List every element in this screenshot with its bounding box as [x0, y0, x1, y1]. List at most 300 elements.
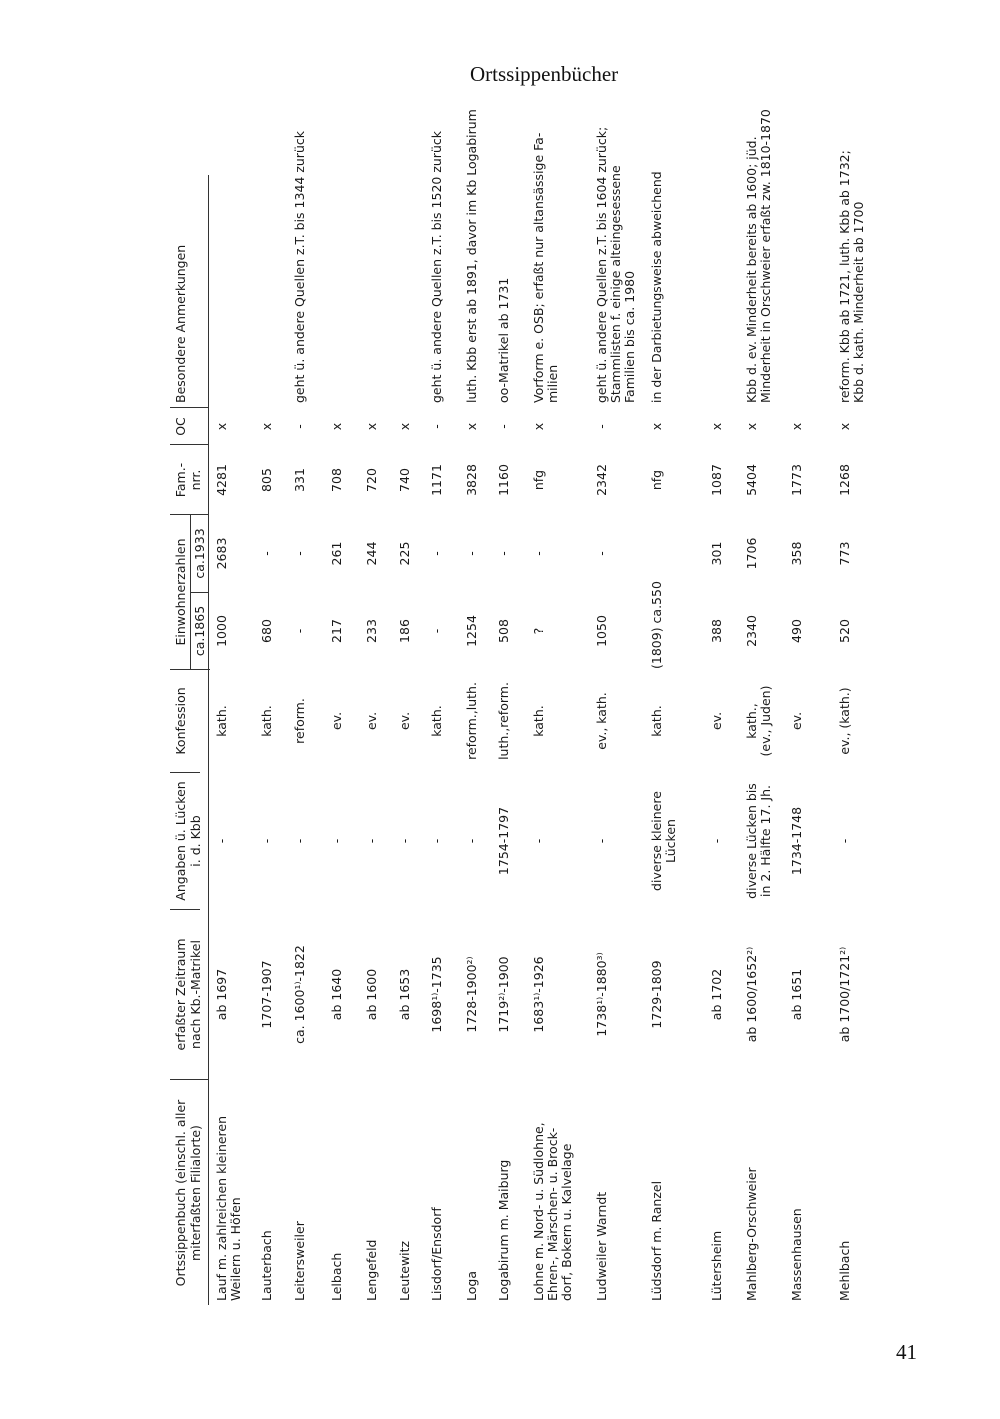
cell-ort: [398, 1081, 412, 1301]
cell-ort: [710, 1081, 724, 1301]
cell-zeitraum: [293, 912, 307, 1077]
cell-anm: [837, 150, 866, 403]
cell-oc: [398, 409, 412, 444]
cell-line: x: [214, 422, 229, 431]
cell-ort: [260, 1081, 274, 1301]
cell-oc: [497, 409, 511, 444]
cell-luecken: [497, 775, 511, 907]
cell-line: -: [531, 838, 546, 844]
cell-e1865: [398, 593, 412, 669]
cell-line: 1160: [496, 464, 511, 496]
cell-line: ev., kath.: [594, 692, 609, 750]
cell-zeitraum: [745, 912, 759, 1077]
cell-line: 186: [397, 619, 412, 643]
cell-line: x: [744, 422, 759, 431]
cell-line: kath.: [429, 705, 444, 737]
cell-e1933: [532, 515, 546, 592]
header-fam-line1: Fam.-: [173, 462, 188, 498]
cell-line: 1773: [789, 464, 804, 496]
cell-line: 1706: [744, 537, 759, 570]
header-luecken-line1: Angaben ü. Lücken: [173, 781, 188, 901]
header-luecken: [173, 775, 203, 907]
header-ort: [173, 1083, 203, 1303]
cell-konfession: [745, 672, 773, 770]
header-luecken-line2: i. d. Kbb: [188, 815, 203, 867]
cell-luecken: [595, 775, 609, 907]
cell-line: 1050: [594, 615, 609, 647]
cell-line: geht ü. andere Quellen z.T. bis 1604 zurück;: [594, 126, 609, 403]
cell-anm: [497, 175, 511, 403]
cell-ort: [532, 1081, 574, 1301]
cell-line: ca. 1600¹⁾-1822: [292, 945, 307, 1044]
cell-line: x: [329, 422, 344, 431]
header-zeitraum-line1: erfaßter Zeitraum: [173, 938, 188, 1051]
cell-line: x: [649, 422, 664, 431]
cell-zeitraum: [330, 912, 344, 1077]
cell-line: 244: [364, 541, 379, 566]
cell-konfession: [365, 672, 379, 770]
cell-luecken: [215, 775, 229, 907]
cell-fam: [465, 447, 479, 513]
cell-line: -: [594, 551, 609, 556]
cell-line: ab 1600: [364, 968, 379, 1021]
cell-oc: [745, 409, 759, 444]
cell-line: 233: [364, 619, 379, 643]
cell-line: -: [259, 838, 274, 844]
cell-line: 805: [259, 468, 274, 492]
cell-line: ab 1702: [709, 968, 724, 1021]
cell-luecken: [330, 775, 344, 907]
cell-fam: [838, 447, 852, 513]
cell-e1933: [790, 515, 804, 592]
cell-luecken: [745, 775, 773, 907]
header-rule: [208, 175, 209, 1305]
cell-ort: [838, 1081, 852, 1301]
cell-line: diverse kleinere: [649, 791, 664, 891]
cell-line: 1738¹⁾-1880³⁾: [594, 952, 609, 1037]
cell-line: -: [364, 838, 379, 844]
cell-anm: [292, 131, 307, 403]
cell-line: Lütersheim: [709, 1230, 724, 1301]
cell-line: 1734-1748: [789, 806, 804, 876]
cell-line: Leitersweiler: [292, 1221, 307, 1301]
cell-line: 1707-1907: [259, 960, 274, 1029]
cell-line: 680: [259, 619, 274, 643]
cell-line: 1698¹⁾-1735: [429, 956, 444, 1033]
cell-line: 1268: [837, 464, 852, 496]
cell-konfession: [595, 672, 609, 770]
header-fam-line2: nrr.: [188, 469, 203, 491]
cell-zeitraum: [398, 912, 412, 1077]
cell-line: Familien bis ca. 1980: [622, 270, 637, 403]
cell-line: ev.: [709, 711, 724, 731]
cell-oc: [650, 409, 664, 444]
cell-line: Lisdorf/Ensdorf: [429, 1207, 444, 1301]
cell-line: oo-Matrikel ab 1731: [496, 277, 511, 403]
cell-line: 4281: [214, 464, 229, 496]
header-ort-line2: miterfaßten Filialorte): [188, 1125, 203, 1261]
cell-konfession: [293, 672, 307, 770]
cell-luecken: [650, 775, 678, 907]
cell-line: x: [789, 422, 804, 431]
cell-line: ev.: [364, 711, 379, 731]
cell-luecken: [365, 775, 379, 907]
header-zeitraum: [173, 912, 203, 1077]
cell-line: x: [464, 422, 479, 431]
cell-e1865: [532, 593, 546, 669]
cell-e1933: [215, 515, 229, 592]
header-konfession: Konfession: [173, 687, 188, 755]
cell-oc: [215, 409, 229, 444]
cell-line: x: [837, 422, 852, 431]
cell-e1865: [465, 593, 479, 669]
cell-line: geht ü. andere Quellen z.T. bis 1520 zurück: [429, 131, 444, 403]
cell-fam: [398, 447, 412, 513]
cell-line: Massenhausen: [789, 1208, 804, 1301]
cell-line: Ludweiler Warndt: [594, 1191, 609, 1301]
einwohner-subrule: [190, 515, 191, 670]
cell-line: luth. Kbb erst ab 1891, davor im Kb Logabirum: [464, 109, 479, 403]
cell-line: -: [329, 838, 344, 844]
cell-e1933: [430, 515, 444, 592]
cell-e1865: [260, 593, 274, 669]
cell-e1865: [649, 581, 664, 669]
cell-e1933: [365, 515, 379, 592]
cell-line: Logabirum m. Maiburg: [496, 1159, 511, 1301]
cell-line: -: [496, 424, 511, 429]
cell-fam: [260, 447, 274, 513]
cell-line: kath.,: [744, 703, 759, 739]
cell-line: -: [464, 838, 479, 844]
cell-line: Mehlbach: [837, 1240, 852, 1301]
cell-line: -: [429, 838, 444, 844]
column-divider: [170, 909, 200, 910]
cell-line: dorf, Bokern u. Kalvelage: [559, 1143, 574, 1301]
cell-line: Lücken: [663, 819, 678, 863]
cell-line: 1254: [464, 615, 479, 647]
cell-e1933: [330, 515, 344, 592]
cell-e1933: [398, 515, 412, 592]
cell-line: -: [292, 424, 307, 429]
cell-line: 1171: [429, 464, 444, 496]
cell-line: Kbb d. kath. Minderheit ab 1700: [851, 201, 866, 403]
cell-line: -: [531, 551, 546, 556]
cell-oc: [430, 409, 444, 444]
cell-line: 490: [789, 619, 804, 643]
cell-line: luth.,reform.: [496, 682, 511, 760]
cell-oc: [293, 409, 307, 444]
cell-oc: [532, 409, 546, 444]
cell-line: ev.: [329, 711, 344, 731]
cell-line: Lohne m. Nord- u. Südlohne,: [531, 1122, 546, 1301]
cell-line: 1728-1900²⁾: [464, 956, 479, 1033]
cell-anm: [531, 132, 560, 403]
cell-konfession: [398, 672, 412, 770]
cell-line: 708: [329, 468, 344, 492]
cell-line: -: [594, 838, 609, 844]
cell-line: x: [531, 422, 546, 431]
cell-oc: [330, 409, 344, 444]
cell-anm: [744, 109, 773, 403]
cell-konfession: [465, 672, 479, 770]
cell-line: (ev., Juden): [758, 685, 773, 757]
cell-e1865: [595, 593, 609, 669]
cell-ort: [790, 1081, 804, 1301]
cell-fam: [532, 447, 546, 513]
cell-line: Leutewitz: [397, 1240, 412, 1301]
cell-line: Stammlisten f. einige alteingesessene: [608, 165, 623, 403]
cell-line: 225: [397, 541, 412, 566]
cell-line: -: [496, 551, 511, 556]
cell-line: 1729-1809: [649, 960, 664, 1029]
cell-line: Lengefeld: [364, 1239, 379, 1301]
cell-zeitraum: [650, 912, 664, 1077]
cell-ort: [650, 1081, 664, 1301]
cell-line: 740: [397, 468, 412, 492]
cell-line: 5404: [744, 464, 759, 496]
cell-oc: [465, 409, 479, 444]
cell-luecken: [532, 775, 546, 907]
cell-ort: [293, 1081, 307, 1301]
header-einwohner: Einwohnerzahlen: [173, 538, 188, 646]
cell-luecken: [293, 775, 307, 907]
cell-e1865: [330, 593, 344, 669]
cell-zeitraum: [838, 912, 852, 1077]
cell-e1865: [745, 593, 759, 669]
cell-line: ab 1651: [789, 968, 804, 1021]
header-ca1865: ca.1865: [192, 605, 207, 657]
cell-line: Kbb d. ev. Minderheit bereits ab 1600; jüd.: [744, 136, 759, 403]
cell-line: reform.: [292, 698, 307, 744]
cell-luecken: [710, 775, 724, 907]
cell-line: -: [397, 838, 412, 844]
cell-fam: [710, 447, 724, 513]
cell-fam: [293, 447, 307, 513]
cell-line: ab 1700/1721²⁾: [837, 946, 852, 1043]
cell-line: (1809) ca.550: [649, 581, 664, 669]
cell-e1865: [215, 593, 229, 669]
cell-line: Ehren-, Märschen- u. Brock-: [545, 1127, 560, 1301]
cell-konfession: [838, 672, 852, 770]
cell-line: nfg: [649, 469, 664, 491]
cell-line: -: [429, 551, 444, 556]
cell-line: in der Darbietungsweise abweichend: [649, 171, 664, 403]
cell-ort: [465, 1081, 479, 1301]
cell-line: -: [709, 838, 724, 844]
cell-line: -: [292, 628, 307, 634]
cell-line: -: [292, 551, 307, 556]
cell-ort: [745, 1081, 759, 1301]
cell-line: 217: [329, 619, 344, 643]
cell-luecken: [430, 775, 444, 907]
cell-line: -: [837, 838, 852, 844]
cell-luecken: [398, 775, 412, 907]
cell-line: nfg: [531, 469, 546, 491]
header-ort-line1: Ortssippenbuch (einschl. aller: [173, 1099, 188, 1287]
cell-zeitraum: [430, 912, 444, 1077]
cell-luecken: [260, 775, 274, 907]
cell-oc: [838, 409, 852, 444]
cell-zeitraum: [710, 912, 724, 1077]
cell-ort: [330, 1081, 344, 1301]
cell-anm: [594, 126, 637, 403]
cell-oc: [260, 409, 274, 444]
cell-line: ?: [531, 627, 546, 635]
cell-zeitraum: [790, 912, 804, 1077]
cell-line: 1683¹⁾-1926: [531, 956, 546, 1033]
column-divider: [170, 1079, 208, 1080]
cell-oc: [365, 409, 379, 444]
cell-line: -: [464, 551, 479, 556]
cell-line: ev., (kath.): [837, 687, 852, 755]
cell-e1865: [293, 593, 307, 669]
cell-line: x: [709, 422, 724, 431]
cell-fam: [497, 447, 511, 513]
cell-line: 520: [837, 619, 852, 643]
column-divider: [170, 444, 208, 445]
cell-e1865: [790, 593, 804, 669]
cell-anm: [464, 109, 479, 403]
cell-line: reform. Kbb ab 1721, luth. Kbb ab 1732;: [837, 150, 852, 403]
cell-ort: [365, 1081, 379, 1301]
cell-line: 1000: [214, 615, 229, 647]
cell-e1865: [710, 593, 724, 669]
cell-line: reform.,luth.: [464, 682, 479, 760]
cell-line: Minderheit in Orschweier erfaßt zw. 1810-1870: [758, 109, 773, 403]
cell-line: geht ü. andere Quellen z.T. bis 1344 zurück: [292, 131, 307, 403]
cell-e1865: [430, 593, 444, 669]
cell-line: kath.: [531, 705, 546, 737]
cell-e1933: [260, 515, 274, 592]
cell-konfession: [330, 672, 344, 770]
header-zeitraum-line2: nach Kb.-Matrikel: [188, 940, 203, 1049]
cell-e1933: [497, 515, 511, 592]
cell-line: Lauf m. zahlreichen kleineren: [214, 1115, 229, 1301]
cell-konfession: [430, 672, 444, 770]
cell-e1933: [293, 515, 307, 592]
column-divider: [170, 772, 200, 773]
cell-line: kath.: [259, 705, 274, 737]
cell-line: 2683: [214, 537, 229, 570]
cell-line: Lüdsdorf m. Ranzel: [649, 1180, 664, 1301]
cell-oc: [595, 409, 609, 444]
header-fam: [173, 447, 203, 513]
cell-e1865: [838, 593, 852, 669]
header-ca1933: ca.1933: [192, 528, 207, 579]
cell-line: ab 1600/1652²⁾: [744, 946, 759, 1043]
cell-line: diverse Lücken bis: [744, 783, 759, 899]
cell-line: 331: [292, 468, 307, 492]
cell-line: 358: [789, 541, 804, 566]
cell-line: 3828: [464, 464, 479, 496]
cell-luecken: [838, 775, 852, 907]
cell-line: Mahlberg-Orschweier: [744, 1167, 759, 1301]
cell-konfession: [710, 672, 724, 770]
cell-oc: [790, 409, 804, 444]
cell-line: -: [429, 628, 444, 634]
cell-ort: [430, 1081, 444, 1301]
cell-konfession: [650, 672, 664, 770]
cell-fam: [745, 447, 759, 513]
cell-line: 388: [709, 619, 724, 643]
cell-line: 1719²⁾-1900: [496, 956, 511, 1033]
cell-fam: [330, 447, 344, 513]
cell-line: x: [259, 422, 274, 431]
cell-e1933: [465, 515, 479, 592]
cell-ort: [595, 1081, 609, 1301]
cell-line: ab 1653: [397, 968, 412, 1021]
cell-e1865: [365, 593, 379, 669]
cell-line: milien: [545, 364, 560, 403]
cell-zeitraum: [532, 912, 546, 1077]
cell-fam: [650, 447, 664, 513]
cell-konfession: [215, 672, 229, 770]
cell-line: 1087: [709, 464, 724, 496]
rotated-table: [170, 109, 910, 1305]
cell-line: -: [429, 424, 444, 429]
cell-ort: [215, 1081, 243, 1301]
cell-fam: [430, 447, 444, 513]
cell-konfession: [260, 672, 274, 770]
cell-zeitraum: [497, 912, 511, 1077]
cell-line: 2340: [744, 615, 759, 647]
column-divider: [170, 407, 208, 408]
cell-line: 2342: [594, 464, 609, 496]
cell-line: Lauterbach: [259, 1230, 274, 1301]
cell-line: -: [214, 838, 229, 844]
cell-konfession: [532, 672, 546, 770]
cell-line: Lelbach: [329, 1252, 344, 1301]
cell-fam: [595, 447, 609, 513]
page-number: 41: [896, 1340, 917, 1364]
cell-line: -: [292, 838, 307, 844]
cell-line: x: [397, 422, 412, 431]
cell-line: x: [364, 422, 379, 431]
cell-e1933: [710, 515, 724, 592]
cell-line: in 2. Hälfte 17. Jh.: [758, 785, 773, 897]
cell-zeitraum: [465, 912, 479, 1077]
cell-zeitraum: [365, 912, 379, 1077]
cell-oc: [710, 409, 724, 444]
cell-zeitraum: [215, 912, 229, 1077]
cell-fam: [365, 447, 379, 513]
cell-anm: [649, 171, 664, 403]
cell-e1933: [595, 515, 609, 592]
cell-line: kath.: [649, 705, 664, 737]
cell-line: 1754-1797: [496, 806, 511, 876]
cell-line: 773: [837, 541, 852, 566]
cell-ort: [497, 1081, 511, 1301]
header-oc: OC: [173, 417, 188, 436]
cell-line: Vorform e. OSB; erfaßt nur altansässige Fa-: [531, 132, 546, 403]
cell-line: Loga: [464, 1271, 479, 1301]
cell-line: 508: [496, 619, 511, 643]
cell-line: 301: [709, 541, 724, 566]
cell-e1865: [497, 593, 511, 669]
cell-e1933: [745, 515, 759, 592]
cell-line: ab 1640: [329, 968, 344, 1021]
cell-zeitraum: [595, 912, 609, 1077]
cell-line: Weilern u. Höfen: [228, 1197, 243, 1301]
header-anmerkungen: Besondere Anmerkungen: [173, 244, 188, 403]
cell-anm: [429, 131, 444, 403]
cell-konfession: [497, 672, 511, 770]
cell-fam: [790, 447, 804, 513]
cell-line: 720: [364, 468, 379, 492]
cell-e1933: [838, 515, 852, 592]
cell-line: -: [259, 551, 274, 556]
cell-luecken: [465, 775, 479, 907]
